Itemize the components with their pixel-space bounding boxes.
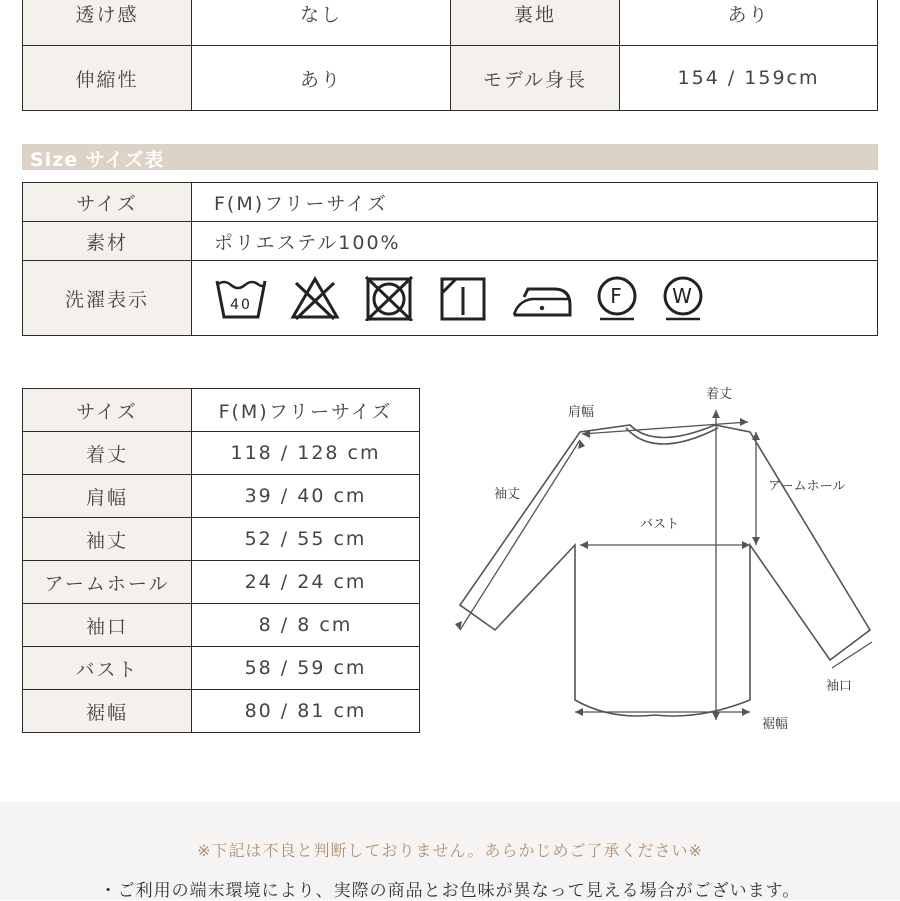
size-section-title: Size サイズ表 <box>30 149 165 171</box>
diagram-label-cuff: 袖口 <box>826 679 853 694</box>
size-section-header <box>22 144 878 170</box>
no-bleach-icon <box>288 275 342 321</box>
notes-panel <box>0 802 900 900</box>
table-cell-value: あり <box>620 0 878 46</box>
table-row <box>23 604 420 647</box>
note-color-warning: ・ご利用の端末環境により、実際の商品とお色味が異なって見える場合がございます。 <box>99 881 801 901</box>
table-cell-label: モデル身長 <box>451 46 620 111</box>
measure-value: 39 / 40 cm <box>192 475 420 518</box>
table-cell-label: 裏地 <box>451 0 620 46</box>
measure-label: 袖口 <box>23 604 192 647</box>
attributes-table <box>22 0 878 111</box>
table-row <box>23 475 420 518</box>
measure-label: バスト <box>23 647 192 690</box>
table-row <box>23 0 878 46</box>
garment-diagram <box>450 380 890 740</box>
measure-label: 裾幅 <box>23 690 192 733</box>
table-row <box>23 647 420 690</box>
header-value: F(M)フリーサイズ <box>192 389 420 432</box>
note-disclaimer: ※下記は不良と判断しておりません。あらかじめご了承ください※ <box>197 841 703 860</box>
dry-clean-letter: F <box>610 284 624 308</box>
table-row <box>23 432 420 475</box>
material-label: 素材 <box>23 222 192 261</box>
table-row <box>23 46 878 111</box>
diagram-label-shoulder: 肩幅 <box>568 405 595 420</box>
header-label: サイズ <box>23 389 192 432</box>
iron-low-icon <box>510 275 574 321</box>
wash-40-icon <box>214 275 268 321</box>
wash-label: 洗濯表示 <box>23 261 192 336</box>
diagram-label-armhole: アームホール <box>768 479 846 494</box>
measure-label: 着丈 <box>23 432 192 475</box>
table-row <box>23 261 878 336</box>
measure-value: 24 / 24 cm <box>192 561 420 604</box>
no-tumble-dry-icon <box>362 275 416 321</box>
diagram-label-bust: バスト <box>640 517 680 532</box>
size-label: サイズ <box>23 183 192 222</box>
wash-temp: 40 <box>230 297 252 313</box>
table-cell-label: 伸縮性 <box>23 46 192 111</box>
table-row <box>23 518 420 561</box>
measure-value: 80 / 81 cm <box>192 690 420 733</box>
measure-label: 肩幅 <box>23 475 192 518</box>
material-value: ポリエステル100% <box>192 222 878 261</box>
wet-clean-w-icon <box>660 275 706 321</box>
measure-label: 袖丈 <box>23 518 192 561</box>
care-icons <box>192 261 878 336</box>
diagram-label-sleeve: 袖丈 <box>494 487 521 502</box>
table-row <box>23 222 878 261</box>
measure-value: 118 / 128 cm <box>192 432 420 475</box>
table-cell-value: 154 / 159cm <box>620 46 878 111</box>
table-row <box>23 561 420 604</box>
size-value: F(M)フリーサイズ <box>192 183 878 222</box>
dry-clean-f-icon <box>594 275 640 321</box>
table-cell-value: なし <box>192 0 451 46</box>
table-row <box>23 690 420 733</box>
table-cell-label: 透け感 <box>23 0 192 46</box>
table-row <box>23 183 878 222</box>
measurement-table <box>22 388 420 733</box>
table-header-row <box>23 389 420 432</box>
line-dry-shade-icon <box>436 275 490 321</box>
wet-clean-letter: W <box>672 284 695 308</box>
measure-value: 52 / 55 cm <box>192 518 420 561</box>
measure-label: アームホール <box>23 561 192 604</box>
diagram-label-hem: 裾幅 <box>762 717 789 732</box>
measure-value: 58 / 59 cm <box>192 647 420 690</box>
spec-table <box>22 182 878 336</box>
measure-value: 8 / 8 cm <box>192 604 420 647</box>
table-cell-value: あり <box>192 46 451 111</box>
diagram-label-length: 着丈 <box>706 387 733 402</box>
